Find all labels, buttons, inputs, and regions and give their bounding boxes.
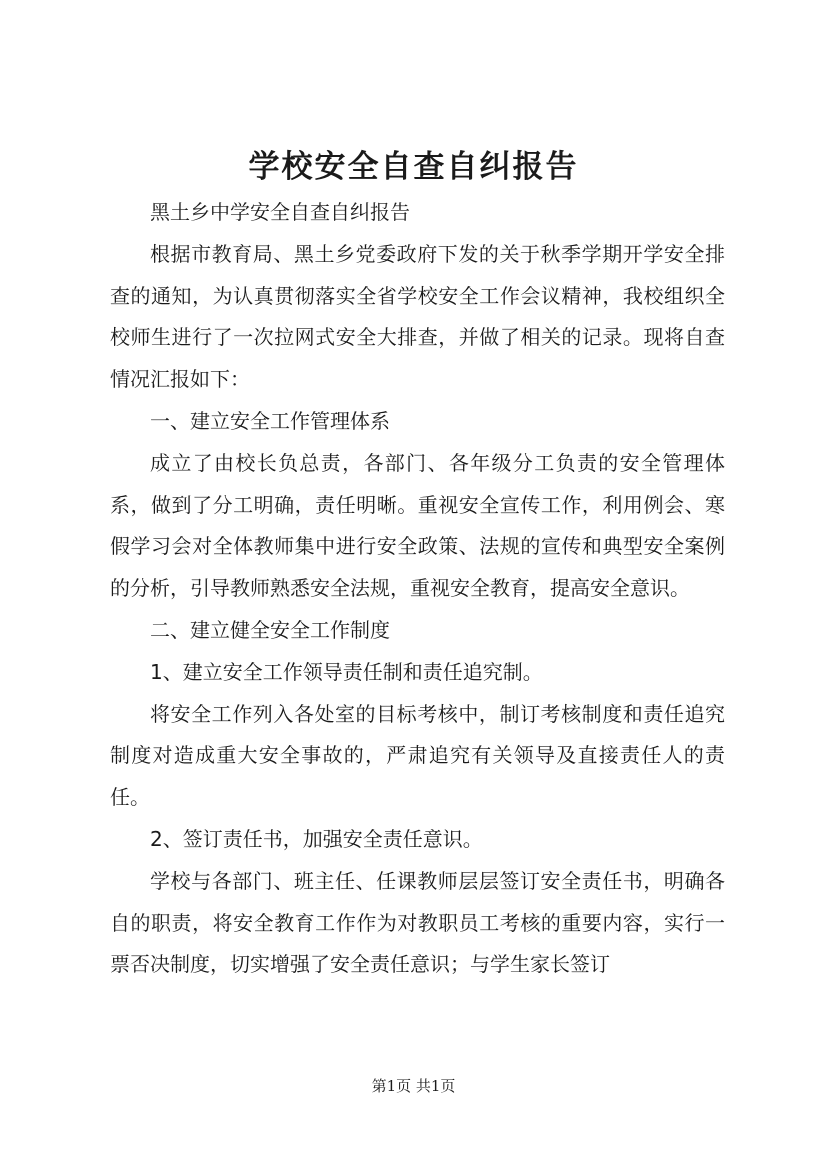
paragraph-accountability: 将安全工作列入各处室的目标考核中，制订考核制度和责任追究制度对造成重大安全事故的，严肃追究有关领导及直接责任人的责任。 <box>110 701 725 810</box>
paragraph-subtitle: 黑土乡中学安全自查自纠报告 <box>150 200 410 224</box>
paragraph-management-system: 成立了由校长负总责，各部门、各年级分工负责的安全管理体系，做到了分工明确，责任明晰。重视安全宣传工作，利用例会、寒假学习会对全体教师集中进行安全政策、法规的宣传和典型安全案例的分析，引导教师熟悉安全法规，重视安全教育，提高安全意识。 <box>110 450 725 601</box>
subheading-1: 1、建立安全工作领导责任制和责任追究制。 <box>150 659 543 684</box>
paragraph-intro: 根据市教育局、黑土乡党委政府下发的关于秋季学期开学安全排查的通知，为认真贯彻落实全省学校安全工作会议精神，我校组织全校师生进行了一次拉网式安全大排查，并做了相关的记录。现将自查情况汇报如下： <box>110 241 725 392</box>
page-number-label: 第1页 共1页 <box>371 1077 456 1095</box>
page-footer <box>0 1076 827 1096</box>
paragraph-responsibility: 学校与各部门、班主任、任课教师层层签订安全责任书，明确各自的职责，将安全教育工作作为对教职员工考核的重要内容，实行一票否决制度，切实增强了安全责任意识；与学生家长签订 <box>110 868 725 977</box>
document-title: 学校安全自查自纠报告 <box>248 149 579 185</box>
subheading-2: 2、签订责任书，加强安全责任意识。 <box>150 826 483 851</box>
document-body <box>110 192 725 986</box>
section-heading-2: 二、建立健全安全工作制度 <box>150 617 390 642</box>
section-heading-1: 一、建立安全工作管理体系 <box>150 408 390 433</box>
